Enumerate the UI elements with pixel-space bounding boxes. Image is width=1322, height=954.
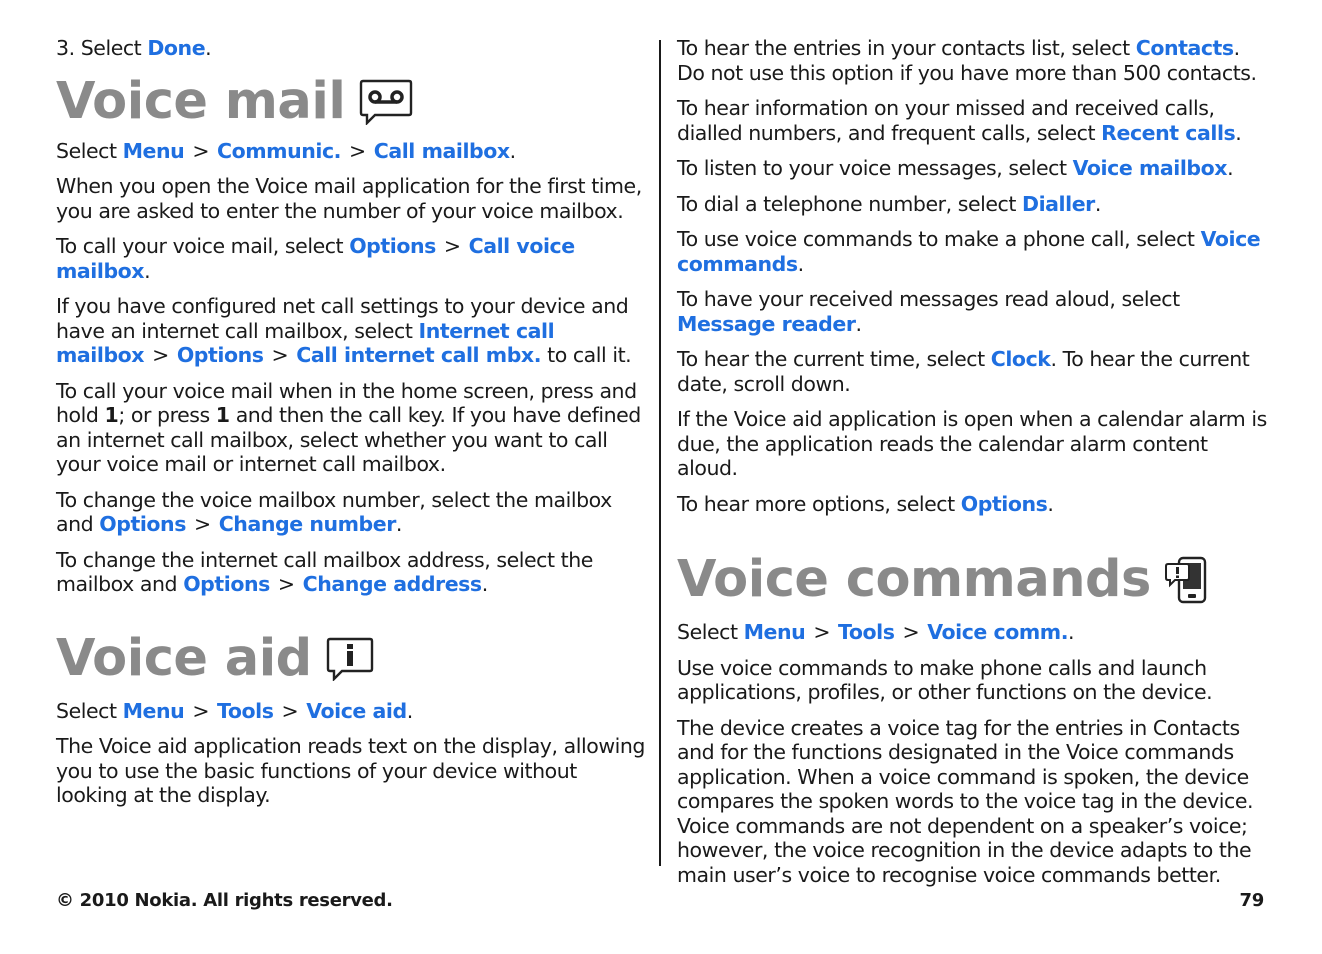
right-column	[677, 36, 1272, 898]
paragraph-text: To have your received messages read aloud, select	[677, 287, 1180, 311]
change-address-link[interactable]: Change address	[302, 572, 482, 596]
paragraph-end: .	[395, 512, 402, 536]
paragraph-end: . Do not use this option if you have more than 500 contacts.	[677, 36, 1257, 85]
voice-mail-paragraph-4	[56, 379, 648, 477]
options-link[interactable]: Options	[960, 491, 1048, 516]
tools-link[interactable]: Tools	[838, 620, 895, 644]
call-mailbox-link[interactable]: Call mailbox	[373, 138, 510, 163]
page-number: 79	[1239, 890, 1264, 911]
voice-command-phone-icon	[1165, 556, 1209, 604]
paragraph-end: .	[481, 572, 488, 596]
voice-aid-calendar-paragraph: If the Voice aid application is open when a calendar alarm is due, the application reads the calendar alarm content aloud.	[677, 407, 1267, 480]
voice-commands-link[interactable]: Voice commands	[677, 227, 1261, 276]
menu-link[interactable]: Menu	[122, 138, 185, 163]
path-end: .	[509, 138, 516, 163]
paragraph-text: To call your voice mail, select	[56, 234, 350, 258]
paragraph-text: To change the internet call mailbox address, select the mailbox and	[56, 547, 593, 596]
separator: >	[277, 572, 295, 596]
info-icon	[326, 637, 374, 681]
voice-aid-clock-paragraph	[677, 347, 1272, 396]
voicemail-icon	[359, 79, 413, 125]
separator: >	[192, 698, 210, 723]
voice-aid-title: Voice aid	[56, 628, 312, 688]
paragraph-end: .	[1235, 120, 1242, 145]
message-reader-link[interactable]: Message reader	[677, 311, 856, 336]
paragraph-end: .	[797, 251, 804, 276]
paragraph-end: . To hear the current date, scroll down.	[677, 347, 1250, 396]
done-link[interactable]: Done	[147, 36, 206, 60]
voice-commands-paragraph-2: The device creates a voice tag for the entries in Contacts and for the functions designated in the Voice commands application. When a voice command is spoken, the device compares the spoken words to the voice tag in the device. Voice commands are not dependent on a speaker’s voice; however, the voice recognition in the device adapts to the main user’s voice to recognise voice commands better.	[677, 715, 1254, 887]
key-1: 1	[215, 403, 230, 427]
copyright: © 2010 Nokia. All rights reserved.	[56, 890, 393, 911]
paragraph-end: .	[855, 311, 862, 336]
voice-mail-heading	[56, 72, 648, 132]
paragraph-end: to call it.	[541, 343, 632, 367]
voice-aid-contacts-paragraph	[677, 36, 1272, 85]
options-link[interactable]: Options	[176, 343, 264, 367]
voice-aid-path	[56, 699, 648, 724]
voice-commands-title: Voice commands	[677, 550, 1151, 609]
key-1: 1	[104, 403, 119, 427]
paragraph-text: If you have configured net call settings to your device and have an internet call mailbox, select	[56, 294, 629, 343]
paragraph-end: .	[144, 258, 151, 283]
tools-link[interactable]: Tools	[217, 698, 274, 723]
separator: >	[902, 620, 920, 644]
column-divider	[659, 40, 661, 866]
paragraph-text: ; or press	[118, 403, 216, 427]
voice-commands-path	[677, 620, 1272, 645]
voice-commands-paragraph-1: Use voice commands to make phone calls and launch applications, profiles, or other functions on the device.	[677, 655, 1213, 704]
voice-aid-voice-commands-paragraph	[677, 227, 1272, 276]
paragraph-text: To call your voice mail when in the home screen, press and hold	[56, 378, 637, 427]
options-link[interactable]: Options	[349, 234, 436, 258]
voice-aid-voice-mailbox-paragraph	[677, 156, 1272, 181]
voice-mail-title: Voice mail	[56, 71, 346, 131]
change-number-link[interactable]: Change number	[218, 512, 396, 536]
separator: >	[193, 512, 211, 536]
voice-aid-link[interactable]: Voice aid	[306, 698, 407, 723]
voice-aid-heading	[56, 629, 648, 689]
voice-mail-paragraph-1: When you open the Voice mail application for the first time, you are asked to enter the number of your voice mailbox.	[56, 174, 642, 223]
voice-aid-paragraph-1: The Voice aid application reads text on the display, allowing you to use the basic functions of your device without looking at the display.	[56, 734, 645, 807]
voice-mail-paragraph-6	[56, 548, 648, 597]
voice-aid-dialler-paragraph	[677, 192, 1272, 217]
voice-comm-link[interactable]: Voice comm.	[927, 620, 1069, 644]
voice-mail-paragraph-2	[56, 234, 648, 283]
call-voice-mailbox-link[interactable]: Call voice mailbox	[56, 234, 575, 283]
path-end: .	[406, 698, 413, 723]
paragraph-text: To use voice commands to make a phone call, select	[677, 227, 1201, 251]
communic-link[interactable]: Communic.	[217, 138, 342, 163]
paragraph-text: To change the voice mailbox number, select the mailbox and	[56, 487, 612, 536]
step-3	[56, 36, 648, 61]
paragraph-text: To listen to your voice messages, select	[677, 156, 1073, 180]
paragraph-text: To hear the current time, select	[677, 347, 991, 371]
separator: >	[192, 138, 210, 163]
voice-aid-message-reader-paragraph	[677, 287, 1272, 336]
menu-link[interactable]: Menu	[743, 620, 806, 644]
path-prefix: Select	[677, 620, 744, 644]
paragraph-text: To hear information on your missed and received calls, dialled numbers, and frequent calls, select	[677, 96, 1215, 145]
separator: >	[349, 138, 366, 163]
voice-aid-options-paragraph	[677, 492, 1272, 517]
clock-link[interactable]: Clock	[990, 347, 1051, 371]
paragraph-text: To hear more options, select	[677, 491, 961, 516]
voice-aid-recent-calls-paragraph	[677, 96, 1272, 145]
voice-mail-paragraph-5	[56, 488, 648, 537]
internet-call-mailbox-link[interactable]: Internet call mailbox	[56, 318, 555, 367]
separator: >	[281, 698, 299, 723]
voice-mail-paragraph-3	[56, 294, 648, 368]
path-prefix: Select	[56, 698, 123, 723]
options-link[interactable]: Options	[183, 572, 270, 596]
paragraph-end: .	[1094, 191, 1101, 216]
path-end: .	[1068, 620, 1075, 644]
paragraph-end: .	[1047, 491, 1054, 516]
paragraph-text: To hear the entries in your contacts list, select	[677, 36, 1136, 60]
call-internet-call-mbx-link[interactable]: Call internet call mbx.	[296, 343, 542, 367]
left-column	[56, 36, 648, 819]
separator: >	[443, 234, 461, 258]
step-3-text: 3. Select	[56, 36, 148, 60]
paragraph-end: .	[1227, 156, 1234, 180]
recent-calls-link[interactable]: Recent calls	[1101, 120, 1236, 145]
step-3-end: .	[205, 36, 212, 60]
contacts-link[interactable]: Contacts	[1135, 36, 1234, 60]
path-prefix: Select	[56, 138, 123, 163]
voice-mailbox-link[interactable]: Voice mailbox	[1072, 156, 1228, 180]
paragraph-text: and then the call key. If you have defined an internet call mailbox, select whether you want to call your voice mail or internet call mailbox.	[56, 403, 641, 476]
separator: >	[813, 620, 831, 644]
options-link[interactable]: Options	[99, 512, 186, 536]
voice-commands-heading	[677, 550, 1272, 610]
separator: >	[152, 343, 169, 367]
voice-mail-path	[56, 139, 648, 164]
paragraph-text: To dial a telephone number, select	[677, 191, 1023, 216]
dialler-link[interactable]: Dialler	[1022, 191, 1095, 216]
menu-link[interactable]: Menu	[122, 698, 185, 723]
separator: >	[271, 343, 289, 367]
